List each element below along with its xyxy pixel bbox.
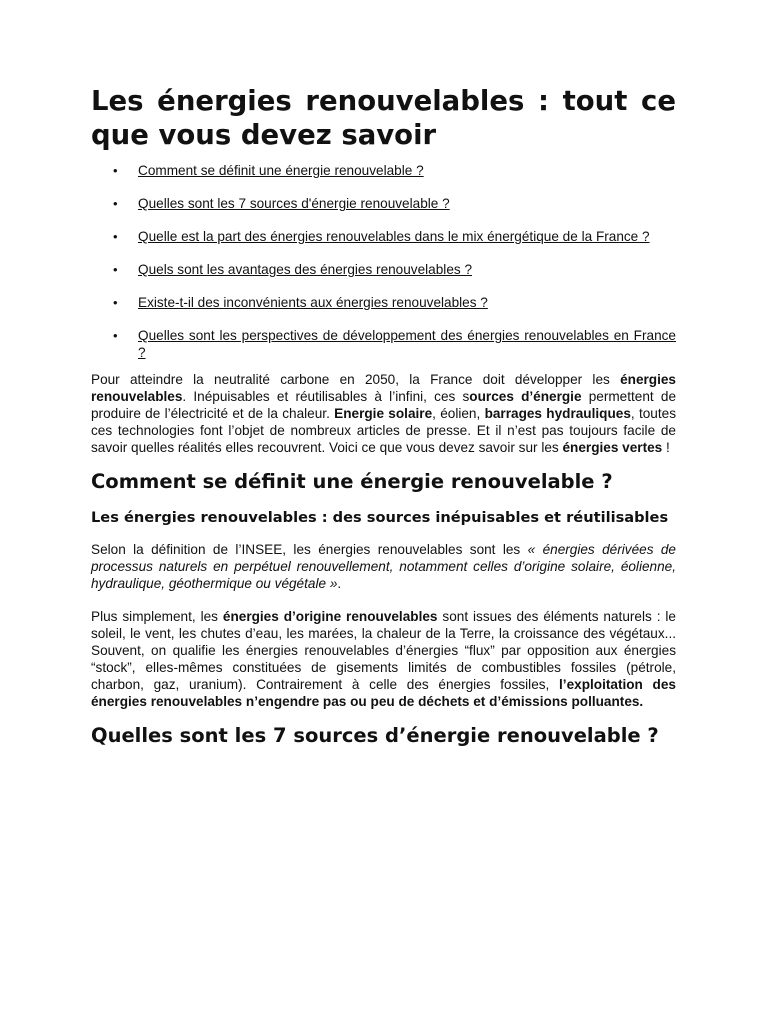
- explanation-paragraph: Plus simplement, les énergies d’origine renouvelables sont issues des éléments naturels : le soleil, le vent, les chutes d’eau, les marées, la chaleur de la Terre, la croissance des végétaux... Souvent, on qualifie les énergies renouvelables d’énergies “flux” par opposition aux énergies “stock”, elles-mêmes constituées de gisements limités de combustibles fossiles (pétrole, charbon, gaz, uranium). Contrairement à celle des énergies fossiles, l’exploitation des énergies renouvelables n’engendre pas ou peu de déchets et d’émissions polluantes.: [91, 609, 676, 709]
- page-title: Les énergies renouvelables : tout ce que vous devez savoir: [91, 85, 676, 151]
- toc-link-perspectives[interactable]: Quelles sont les perspectives de développement des énergies renouvelables en France ?: [138, 328, 676, 360]
- toc-item: [91, 294, 676, 311]
- bullet-icon: •: [113, 163, 118, 178]
- subsection-heading-sources: Les énergies renouvelables : des sources inépuisables et réutilisables: [91, 509, 669, 526]
- toc-item: [91, 327, 676, 361]
- bullet-icon: •: [113, 262, 118, 277]
- toc-link-mix[interactable]: Quelle est la part des énergies renouvelables dans le mix énergétique de la France ?: [138, 229, 650, 244]
- bullet-icon: •: [113, 328, 118, 343]
- toc-item: [91, 228, 676, 245]
- bullet-icon: •: [113, 196, 118, 211]
- toc-link-definition[interactable]: Comment se définit une énergie renouvelable ?: [138, 163, 424, 178]
- toc-link-sources[interactable]: Quelles sont les 7 sources d'énergie renouvelable ?: [138, 196, 450, 211]
- toc-item: [91, 195, 676, 212]
- section-heading-definition: Comment se définit une énergie renouvelable ?: [91, 470, 613, 493]
- intro-paragraph: Pour atteindre la neutralité carbone en 2050, la France doit développer les énergies renouvelables. Inépuisables et réutilisables à l’infini, ces sources d’énergie permettent de produire de l’électricité et de la chaleur. Energie solaire, éolien, barrages hydrauliques, toutes ces technologies font l’objet de nombreux articles de presse. Et il n’est pas toujours facile de savoir quelles réalités elles recouvrent. Voici ce que vous devez savoir sur les énergies vertes !: [91, 372, 677, 455]
- section-heading-seven-sources: Quelles sont les 7 sources d’énergie renouvelable ?: [91, 724, 659, 747]
- document-page: [91, 84, 676, 762]
- table-of-contents: [91, 162, 676, 361]
- definition-paragraph: Selon la définition de l’INSEE, les énergies renouvelables sont les « énergies dérivées de processus naturels en perpétuel renouvellement, notamment celles d’origine solaire, éolienne, hydraulique, géothermique ou végétale ».: [91, 542, 676, 591]
- bullet-icon: •: [113, 295, 118, 310]
- toc-item: [91, 261, 676, 278]
- bullet-icon: •: [113, 229, 118, 244]
- toc-item: [91, 162, 676, 179]
- toc-link-advantages[interactable]: Quels sont les avantages des énergies renouvelables ?: [138, 262, 473, 277]
- toc-link-drawbacks[interactable]: Existe-t-il des inconvénients aux énergies renouvelables ?: [138, 295, 488, 310]
